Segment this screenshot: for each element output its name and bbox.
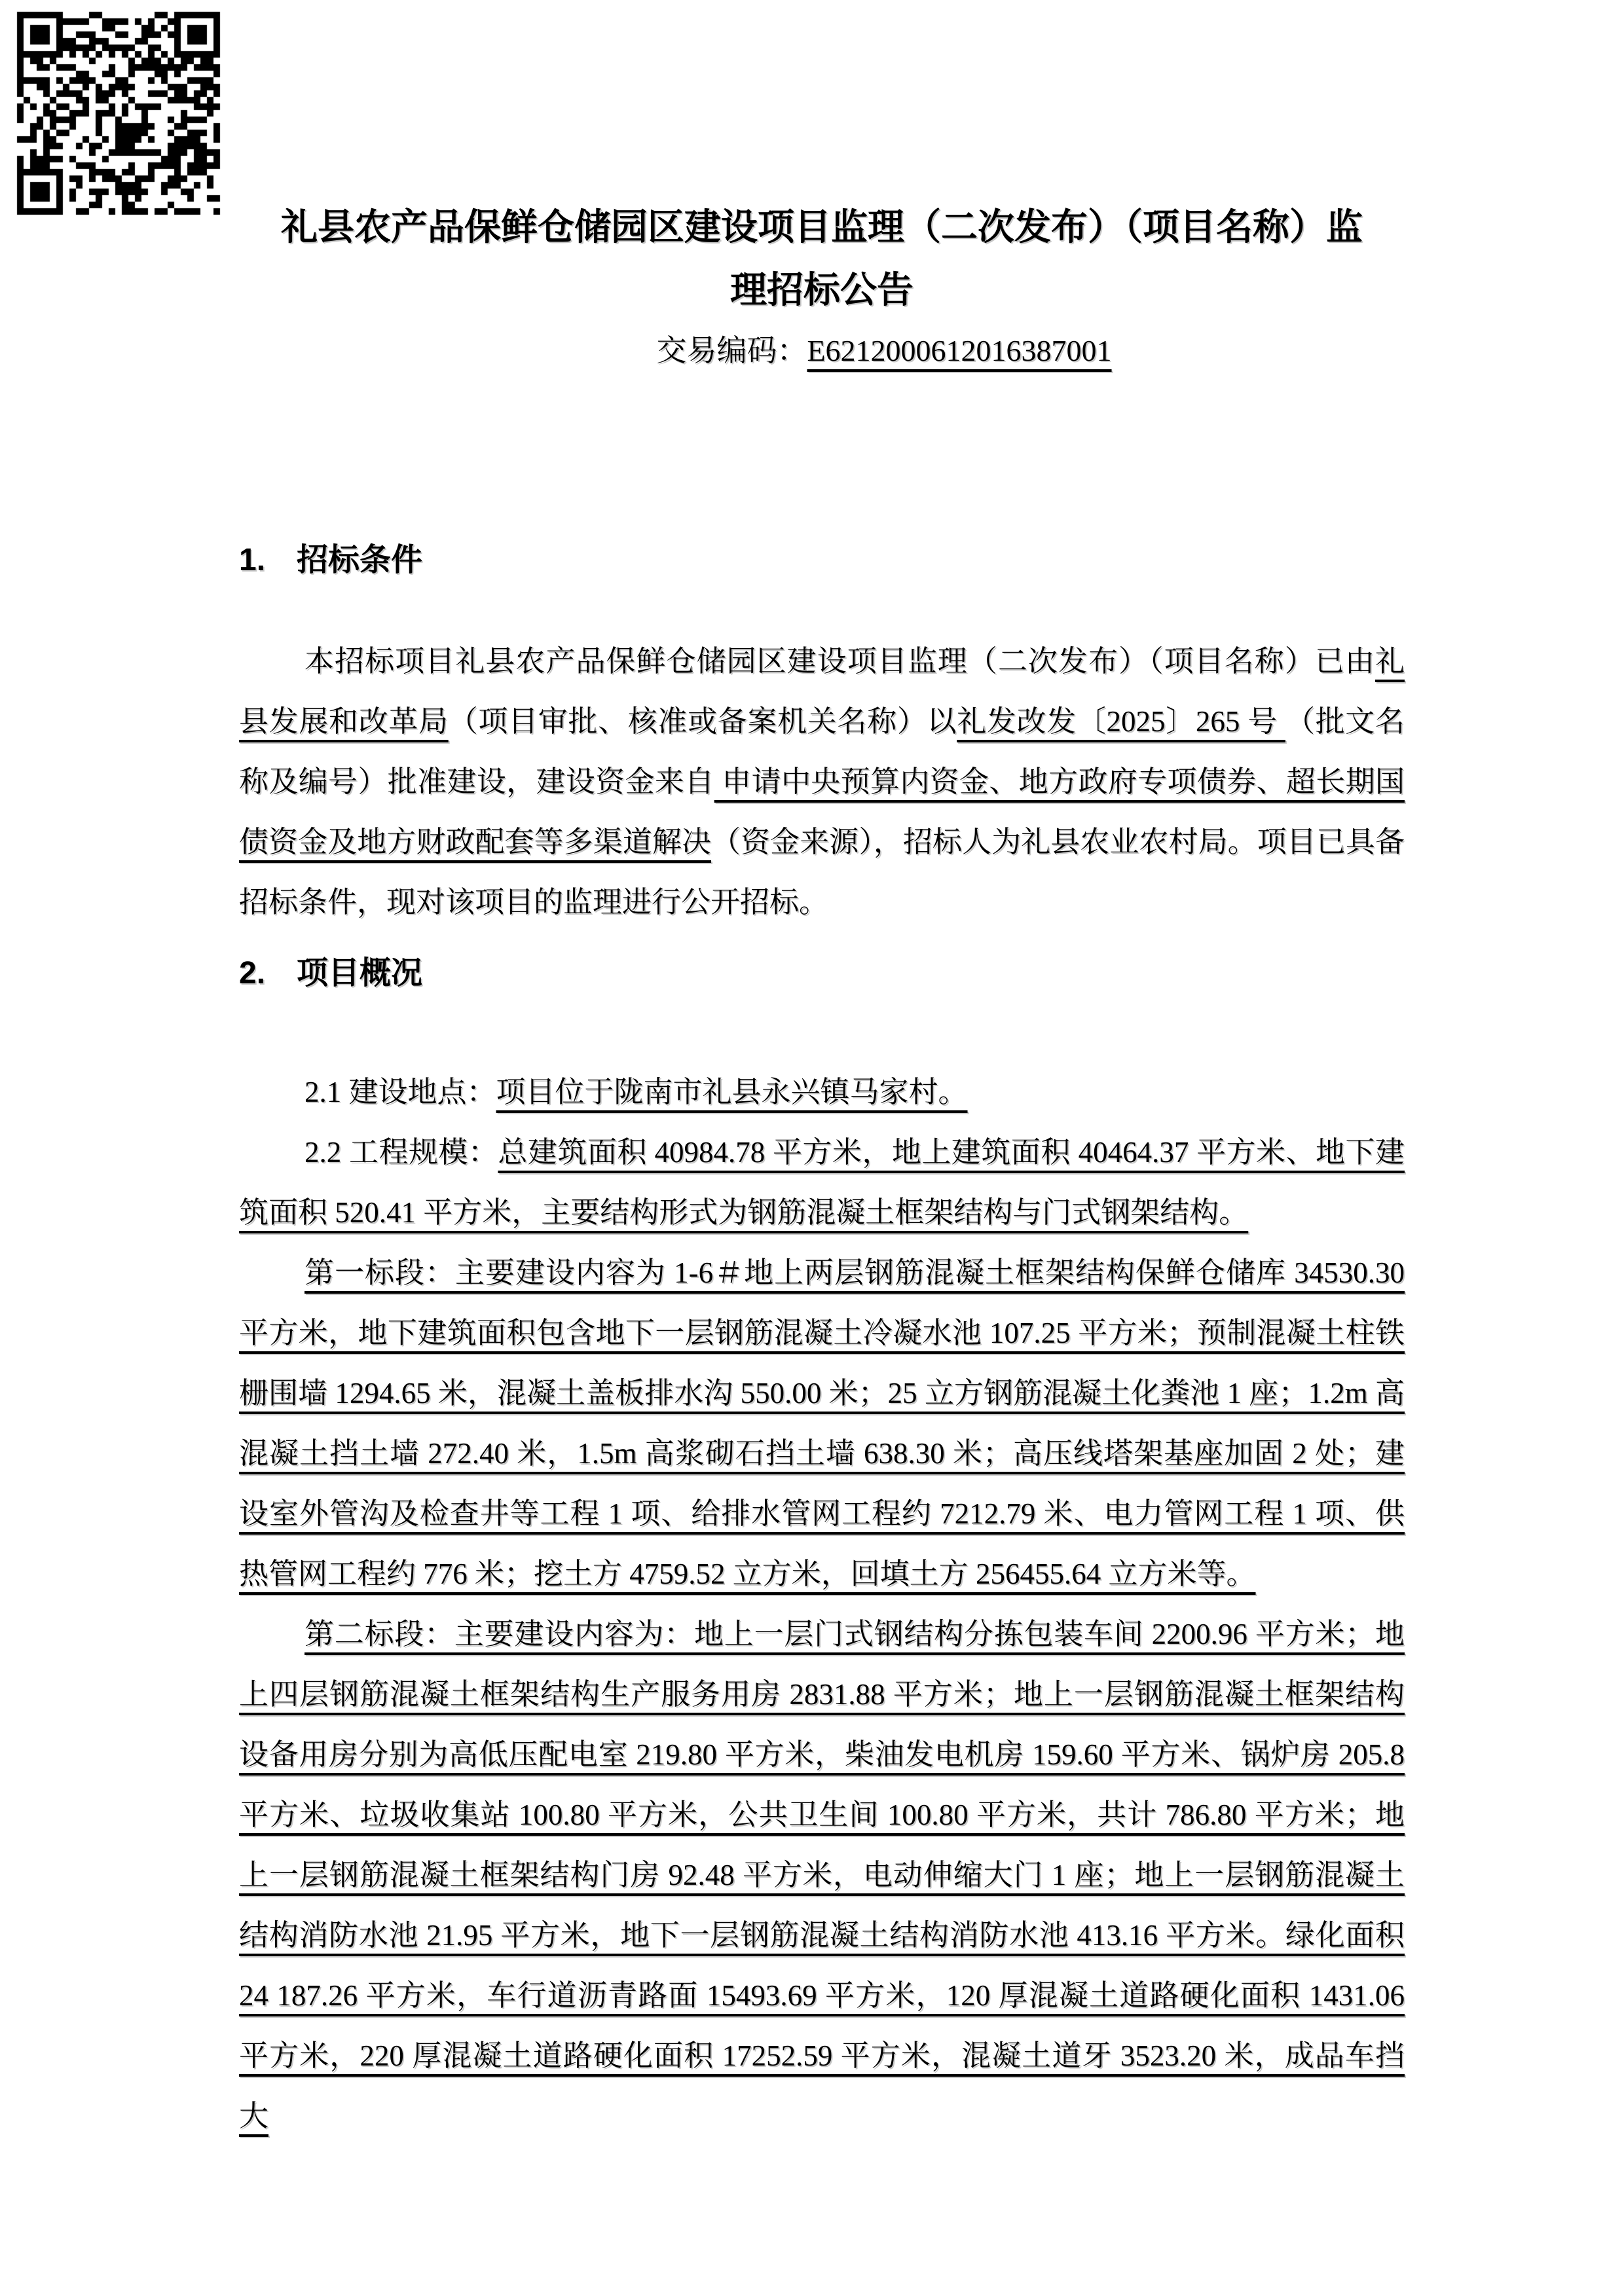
underlined-text-run: 第一标段：主要建设内容为 1-6＃地上两层钢筋混凝土框架结构保鲜仓储库 34530.30 平方米，地下建筑面积包含地下一层钢筋混凝土冷凝水池 107.25 平方米；预制混凝土柱铁栅围墙 1294.65 米，混凝土盖板排水沟 550.00 米；25 立方钢筋混凝土化粪池 1 座；1.2m 高混凝土挡土墙 272.40 米，1.5m 高浆砌石挡土墙 638.30 米；高压线塔架基座加固 2 处；建设室外管沟及检查井等工程 1 项、给排水管网工程约 7212.79 米、电力管网工程 1 项、供热管网工程约 776 米；挖土方 4759.52 立方米，回填土方 256455.64 立方米等。 <box>239 1256 1405 1590</box>
underlined-text-run: 礼发改发〔2025〕265 号 <box>957 705 1285 738</box>
text-run: （资金来源），招标人为礼县农业农村局。项目已具备招标条件，现对该项目的监理进行公开招标。 <box>239 826 1405 919</box>
underlined-text-run: 总建筑面积 40984.78 平方米，地上建筑面积 40464.37 平方米、地下建筑面积 520.41 平方米，主要结构形式为钢筋混凝土框架结构与门式钢架结构。 <box>239 1136 1405 1229</box>
paragraph-construction-location <box>239 1062 1405 1122</box>
title-line-2: 理招标公告 <box>730 269 913 310</box>
underlined-text-run: 第二标段：主要建设内容为：地上一层门式钢结构分拣包装车间 2200.96 平方米；地上四层钢筋混凝土框架结构生产服务用房 2831.88 平方米；地上一层钢筋混凝土框架结构设备用房分别为高低压配电室 219.80 平方米，柴油发电机房 159.60 平方米、锅炉房 205.8 平方米、垃圾收集站 100.80 平方米，公共卫生间 100.80 平方米，共计 786.80 平方米；地上一层钢筋混凝土框架结构门房 92.48 平方米，电动伸缩大门 1 座；地上一层钢筋混凝土结构消防水池 21.95 平方米，地下一层钢筋混凝土结构消防水池 413.16 平方米。绿化面积 24 187.26 平方米，车行道沥青路面 15493.69 平方米，120 厚混凝土道路硬化面积 1431.06 平方米，220 厚混凝土道路硬化面积 17252.59 平方米，混凝土道牙 3523.20 米，成品车挡大 <box>239 1618 1405 2132</box>
transaction-code-value: E6212000612016387001 <box>807 334 1112 367</box>
paragraph-tender-conditions <box>239 631 1405 932</box>
section-heading-tender-conditions: 1. 招标条件 <box>239 543 423 577</box>
text-run: 本招标项目礼县农产品保鲜仓储园区建设项目监理（二次发布）（项目名称）已由 <box>304 645 1375 678</box>
paragraph-project-scale <box>239 1122 1405 1243</box>
document-title <box>239 196 1405 321</box>
transaction-code-row <box>239 333 1405 369</box>
qr-code <box>10 5 227 221</box>
paragraph-bid-section-2 <box>239 1604 1405 2146</box>
underlined-text-run: 项目位于陇南市礼县永兴镇马家村。 <box>496 1076 968 1108</box>
text-run: （批文名称及编号）批准建设，建设资金来自 <box>239 705 1405 798</box>
transaction-code-label: 交易编码： <box>656 334 807 367</box>
text-run: 2.1 建设地点： <box>304 1076 496 1108</box>
document-content <box>0 196 1624 2146</box>
text-run: （项目审批、核准或备案机关名称）以 <box>448 705 957 738</box>
paragraph-bid-section-1 <box>239 1243 1405 1604</box>
underlined-text-run: 礼县发展和改革局 <box>239 645 1405 738</box>
underlined-text-run: 申请中央预算内资金、地方政府专项债券、超长期国债资金及地方财政配套等多渠道解决 <box>239 765 1405 858</box>
title-line-1: 礼县农产品保鲜仓储园区建设项目监理（二次发布）（项目名称）监 <box>281 206 1363 247</box>
section-heading-project-overview: 2. 项目概况 <box>239 956 423 991</box>
text-run: 2.2 工程规模： <box>304 1136 498 1169</box>
